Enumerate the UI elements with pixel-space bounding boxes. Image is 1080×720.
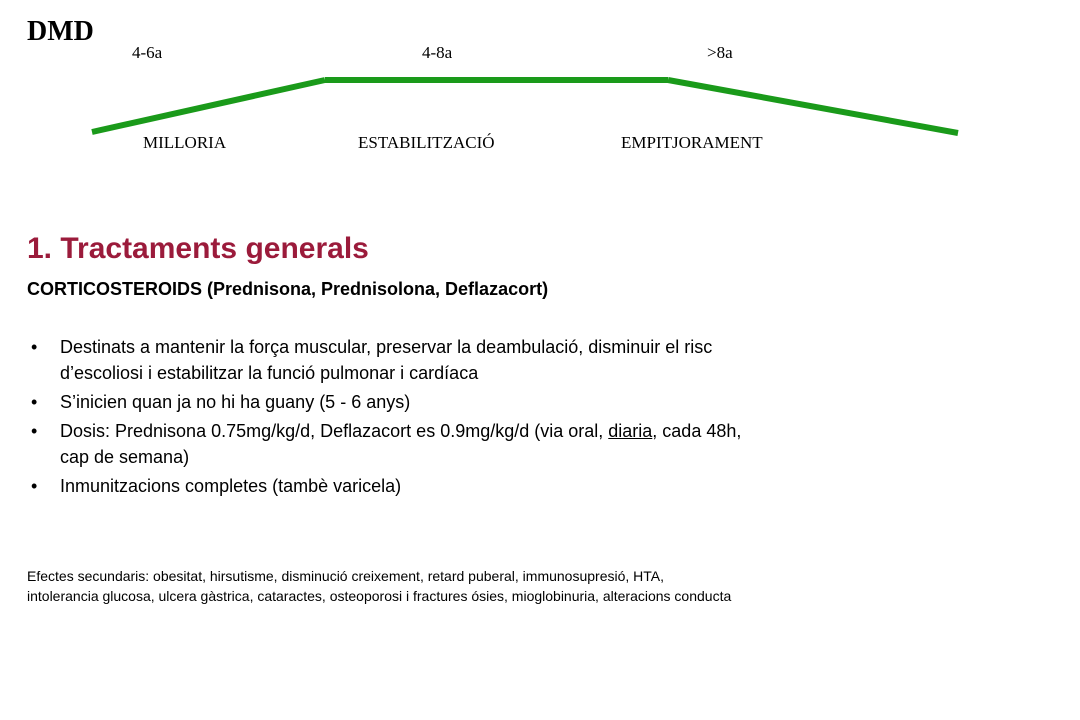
bullet-goals [27, 334, 907, 386]
bullet-icon: • [31, 421, 38, 441]
phase-label-improvement: MILLORIA [143, 133, 227, 152]
bullet-immunization [27, 473, 907, 499]
bullet-start [27, 389, 907, 415]
bullet-dosage-underlined: diaria [608, 421, 653, 441]
bullet-goals-line2: d’escoliosi i estabilitzar la funció pulmonar i cardíaca [60, 363, 479, 383]
bullet-dosage-part2: , cada 48h, [652, 421, 742, 441]
worsening-line [668, 80, 958, 133]
side-effects-line1: Efectes secundaris: obesitat, hirsutisme, disminució creixement, retard puberal, immunosupresió, HTA, [27, 568, 665, 584]
bullet-icon: • [31, 476, 38, 496]
side-effects-line2: intolerancia glucosa, ulcera gàstrica, cataractes, osteoporosi i fractures ósies, mioglobinuria, alteracions conducta [27, 588, 732, 604]
diagram-title: DMD [27, 16, 94, 47]
bullet-start-text: S’inicien quan ja no hi ha guany (5 - 6 anys) [60, 392, 411, 412]
phase-label-worsening: EMPITJORAMENT [621, 133, 763, 152]
disease-course-diagram [0, 0, 1080, 200]
corticosteroids-heading: CORTICOSTEROIDS (Prednisona, Prednisolona, Deflazacort) [27, 279, 549, 299]
improvement-line [92, 80, 325, 132]
section-title: 1. Tractaments generals [27, 232, 369, 265]
side-effects-note [27, 566, 907, 606]
age-label-improvement: 4-6a [132, 43, 163, 62]
bullet-dosage-part1: Dosis: Prednisona 0.75mg/kg/d, Deflazacort es 0.9mg/kg/d (via oral, [60, 421, 609, 441]
bullet-goals-line1: Destinats a mantenir la força muscular, preservar la deambulació, disminuir el risc [60, 337, 713, 357]
phase-label-stabilization: ESTABILITZACIÓ [358, 133, 495, 152]
treatment-bullet-list [27, 334, 907, 502]
bullet-immunization-text: Inmunitzacions completes (tambè varicela) [60, 476, 402, 496]
bullet-icon: • [31, 392, 38, 412]
age-label-stabilization: 4-8a [422, 43, 453, 62]
bullet-dosage [27, 418, 907, 470]
bullet-icon: • [31, 337, 38, 357]
age-label-worsening: >8a [707, 43, 733, 62]
bullet-dosage-line2: cap de semana) [60, 447, 190, 467]
